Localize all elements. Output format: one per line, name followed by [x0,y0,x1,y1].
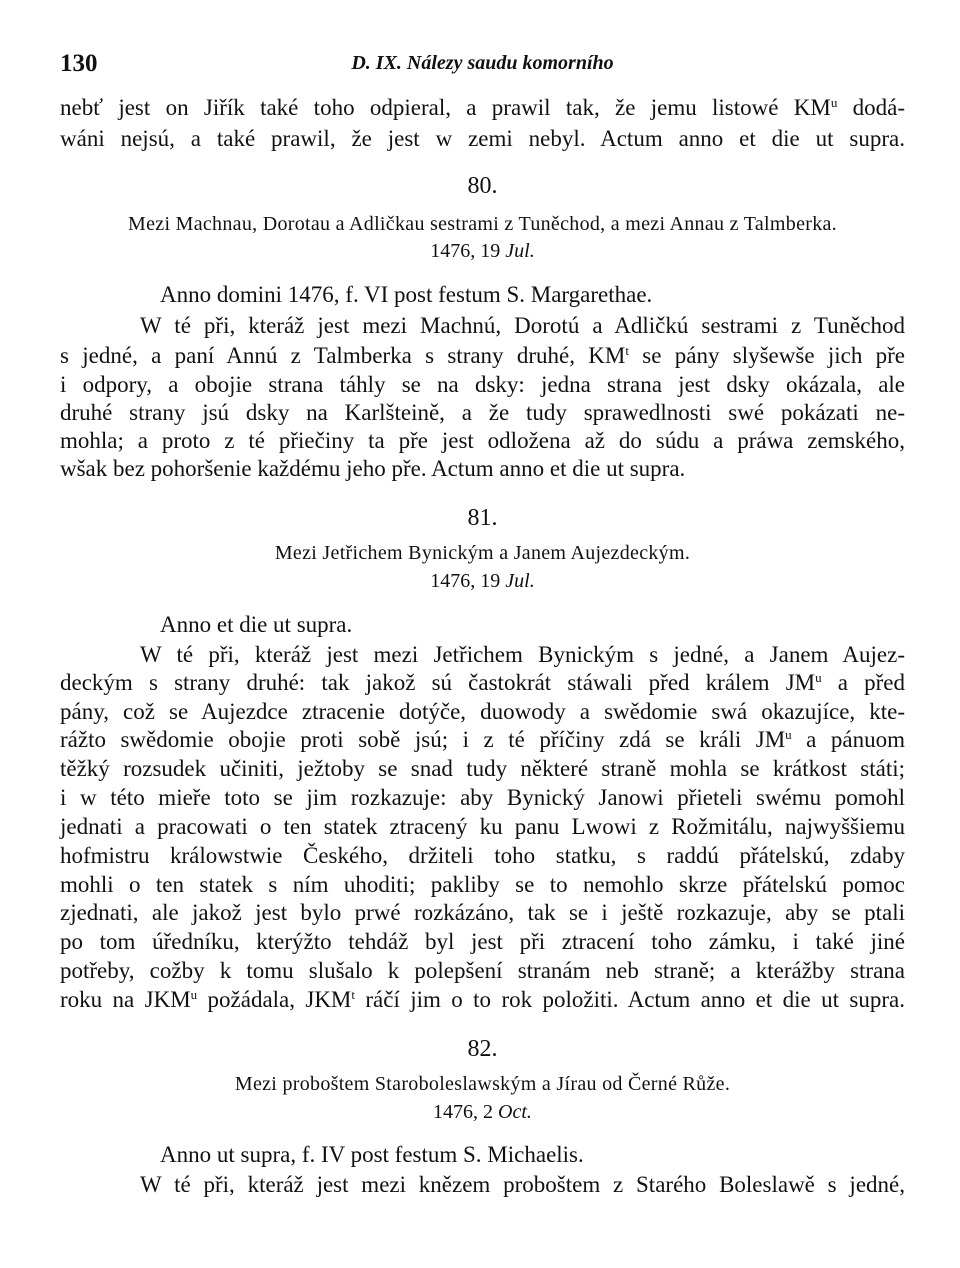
entry-date: 1476, 19 Jul. [430,240,535,262]
entry-rubric: Mezi Jetřichem Bynickým a Janem Aujezdeckým. [274,542,691,564]
entry-number: 81. [467,505,498,531]
entry-dateline: Anno domini 1476, f. VI post festum S. Margarethae. [160,282,653,307]
entry-dateline: Anno ut supra, f. IV post festum S. Michaelis. [160,1142,584,1167]
text-line: deckým s strany druhé: tak jakož sú častokrát stáwali před králem $JM^u$ a před [60,670,906,695]
text-line: těžký rozsudek učiniti, ježtoby se snad tudy některé straně mohla se krátkost státi; [60,756,905,781]
page-header [60,50,905,84]
text-line: wáni nejsú, a také prawil, že jest w zemi nebyl. Actum anno et die ut supra. [60,126,905,151]
page-number: 130 [60,50,98,77]
text-line: W té při, kteráž jest mezi Machnú, Dorotú a Adličkú sestrami z Tuněchod [140,313,905,338]
text-line: i w této mieře toto se jim rozkazuje: aby Bynický Janowi přieteli swému pomohl [60,785,905,810]
text-line: pány, což se Aujezdce ztracenie dotýče, duowody a swědomie swá okazujíce, kte- [60,699,905,724]
text-line: mohli o ten statek s ním uhoditi; pakliby se to nemohlo skrze přátelskú pomoc [60,872,905,897]
entry-number: 82. [467,1036,498,1062]
text-line: potřeby, cožby k tomu slušalo k polepšení stranám neb straně; a kterážby strana [60,958,905,983]
entry-rubric: Mezi Machnau, Dorotau a Adličkau sestrami z Tuněchod, a mezi Annau z Talmberka. [128,213,837,235]
text-line: druhé strany jsú dsky na Karlšteině, a že tudy sprawedlnosti swé pokázati ne- [60,400,905,425]
text-line: jednati a pracowati o ten statek ztracený ku panu Lwowi z Rožmitálu, najwyššiemu [60,814,905,839]
text-line: rážto swědomie obojie proti sobě jsú; i z té příčiny zdá se králi $JM^u$ a pánuom [60,727,906,752]
entry-dateline: Anno et die ut supra. [160,612,353,637]
entry-rubric: Mezi proboštem Staroboleslawským a Jírau od Černé Růže. [234,1073,731,1095]
entry-number: 80. [467,173,498,199]
entry-date: 1476, 19 Jul. [430,570,535,592]
text-line: W té při, kteráž jest mezi Jetřichem Bynickým s jedné, a Janem Aujez- [140,642,905,667]
text-line: W té při, kteráž jest mezi knězem proboštem z Starého Boleslawě s jedné, [140,1172,905,1197]
text-line: i odpory, a obojie strana táhly se na dsky: jedna strana jest dsky okázala, ale [60,372,905,397]
text-line: s jedné, a paní Annú z Talmberka s strany druhé, $KM^t$ se pány slyšewše jich pře [60,343,906,368]
text-line: roku na JKM$^u$ požádala, JKM$^t$ ráčí jim o to rok položiti. Actum anno et die ut supra. [60,987,905,1012]
text-line: hofmistru králowstwie Českého, držiteli toho statku, s raddú přátelskú, zdaby [60,843,905,868]
text-line: zjednati, ale jakož jest bylo prwé rozkázáno, tak se i ještě rozkazuje, aby se ptali [60,900,905,925]
running-title: D. IX. Nálezy saudu komorního [351,52,614,74]
text-line: nebť jest on Jiřík také toho odpieral, a prawil tak, že jemu listowé $KM^u$ dodá- [60,95,905,120]
text-line: po tom úředníku, kterýžto tehdáž byl jest při ztracení toho zámku, i také jiné [60,929,905,954]
entry-date: 1476, 2 Oct. [433,1101,532,1123]
text-line: wšak bez pohoršenie každému jeho pře. Actum anno et die ut supra. [60,456,686,481]
text-line: mohla; a proto z té přiečiny ta pře jest odložena až do súdu a práwa zemského, [60,428,905,453]
